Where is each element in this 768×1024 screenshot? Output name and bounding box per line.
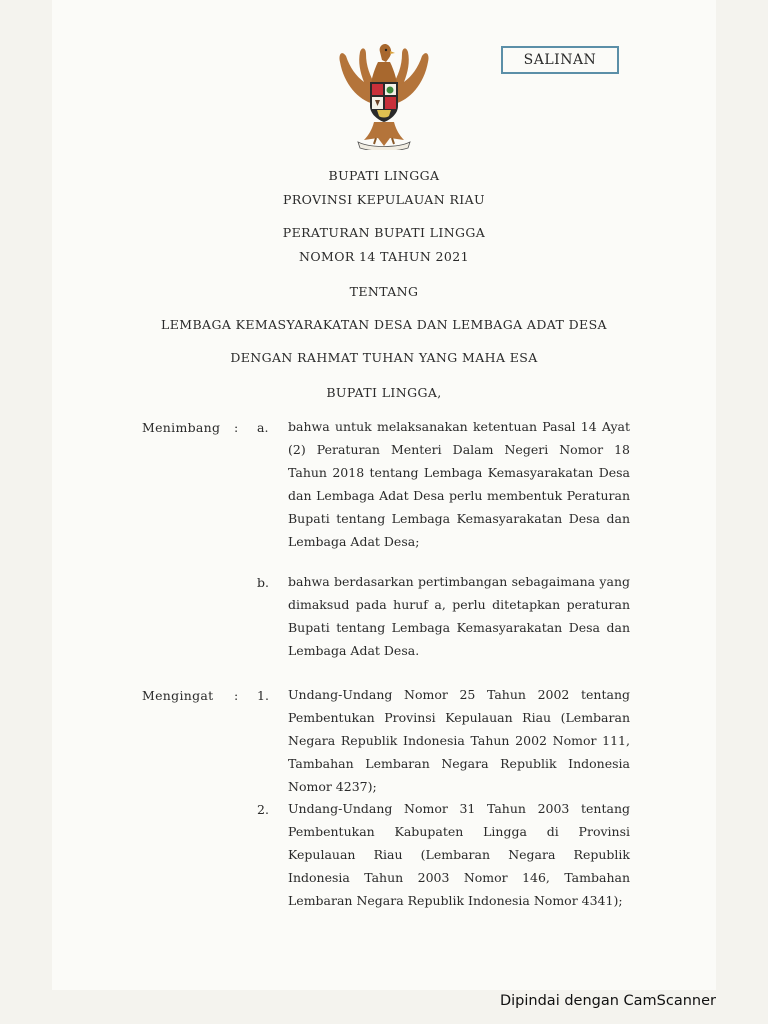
mengingat-marker-1: 1.	[257, 688, 269, 703]
menimbang-colon: :	[234, 420, 239, 435]
menimbang-label: Menimbang	[142, 420, 221, 435]
header-bupati-lingga-comma: BUPATI LINGGA,	[326, 385, 442, 400]
menimbang-marker-b: b.	[257, 575, 269, 590]
header-nomor: NOMOR 14 TAHUN 2021	[299, 249, 469, 264]
header-dengan-rahmat: DENGAN RAHMAT TUHAN YANG MAHA ESA	[230, 350, 538, 365]
menimbang-item-a: bahwa untuk melaksanakan ketentuan Pasal 14 Ayat (2) Peraturan Menteri Dalam Negeri Nomor 18 Tahun 2018 tentang Lembaga Kemasyarakatan Desa dan Lembaga Adat Desa perlu membentuk Peraturan Bupati tentang Lembaga Kemasyarakatan Desa dan Lembaga Adat Desa;	[288, 419, 630, 549]
salinan-label: SALINAN	[523, 52, 597, 68]
garuda-pancasila-icon	[334, 42, 434, 150]
mengingat-label: Mengingat	[142, 688, 214, 703]
salinan-stamp	[501, 46, 619, 74]
header-provinsi: PROVINSI KEPULAUAN RIAU	[283, 192, 485, 207]
header-tentang: TENTANG	[349, 284, 419, 299]
camscanner-watermark: Dipindai dengan CamScanner	[499, 993, 716, 1009]
document-title: LEMBAGA KEMASYARAKATAN DESA DAN LEMBAGA ADAT DESA	[161, 317, 607, 332]
mengingat-marker-2: 2.	[257, 802, 269, 817]
header-bupati-lingga: BUPATI LINGGA	[328, 168, 440, 183]
menimbang-marker-a: a.	[257, 420, 269, 435]
mengingat-item-2: Undang-Undang Nomor 31 Tahun 2003 tentang Pembentukan Kabupaten Lingga di Provinsi Kepulauan Riau (Lembaran Negara Republik Indonesia Tahun 2003 Nomor 146, Tambahan Lembaran Negara Republik Indonesia Nomor 4341);	[288, 801, 630, 908]
mengingat-item-1: Undang-Undang Nomor 25 Tahun 2002 tentang Pembentukan Provinsi Kepulauan Riau (Lembaran Negara Republik Indonesia Tahun 2002 Nomor 111, Tambahan Lembaran Negara Republik Indonesia Nomor 4237);	[288, 687, 630, 794]
header-peraturan: PERATURAN BUPATI LINGGA	[282, 225, 486, 240]
menimbang-item-b: bahwa berdasarkan pertimbangan sebagaimana yang dimaksud pada huruf a, perlu ditetapkan peraturan Bupati tentang Lembaga Kemasyarakatan Desa dan Lembaga Adat Desa.	[288, 574, 630, 658]
mengingat-colon: :	[234, 688, 239, 703]
